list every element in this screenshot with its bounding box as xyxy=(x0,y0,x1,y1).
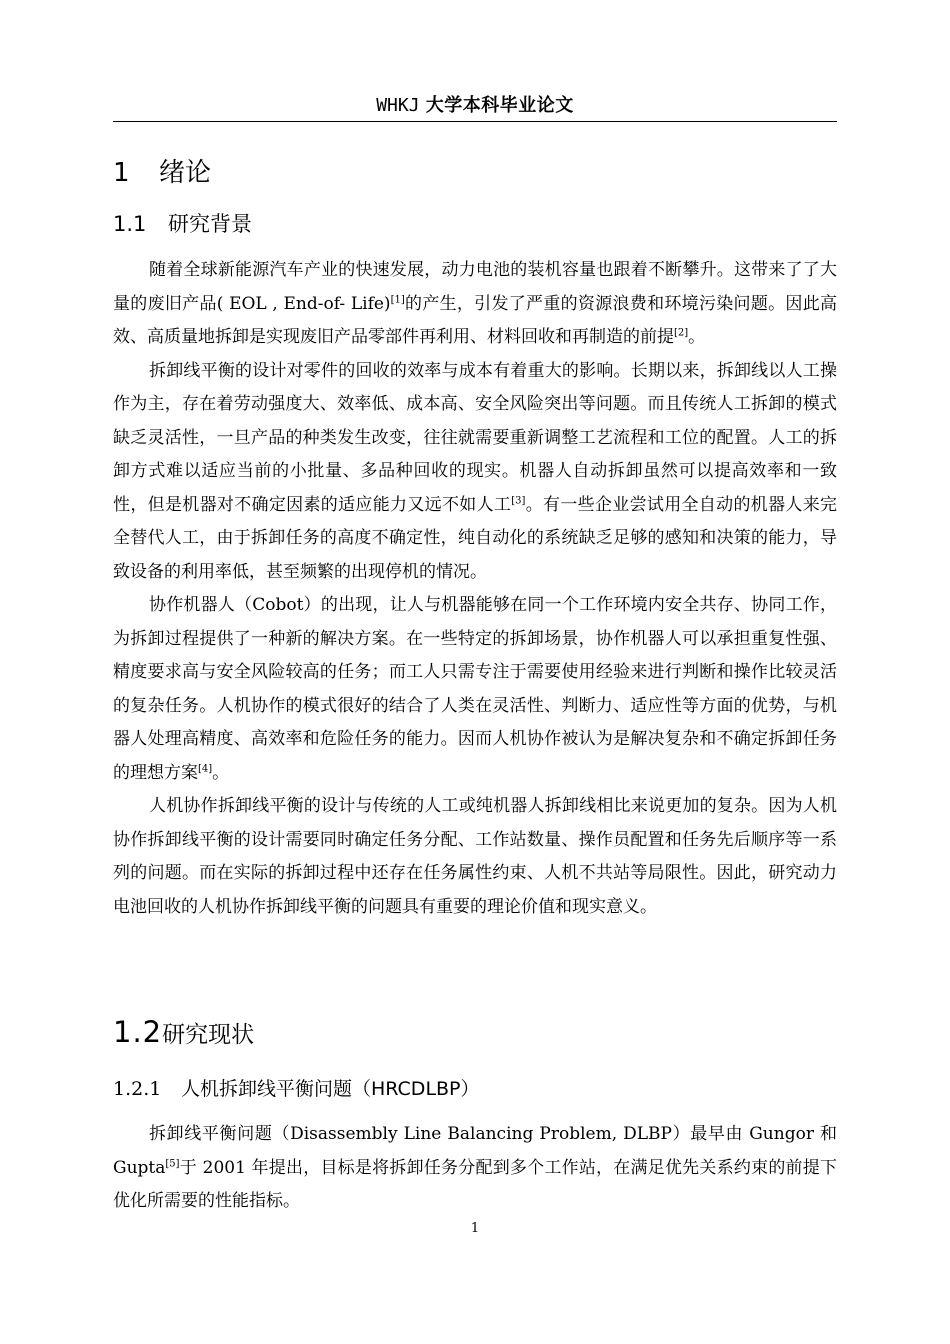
subsection-number: 1.2.1 xyxy=(113,1078,162,1100)
citation-3: [3] xyxy=(511,494,526,506)
paragraph-3 xyxy=(113,589,837,790)
text-run: 。 xyxy=(212,762,230,783)
text-run: 。 xyxy=(688,327,706,347)
text-run: 拆卸线平衡的设计对零件的回收的效率与成本有着重大的影响。长期以来，拆卸线以人工操作为主，存在着劳动强度大、效率低、成本高、安全风险突出等问题。而且传统人工拆卸的模式缺乏灵活性，一旦产品的种类发生改变，往往就需要重新调整工艺流程和工位的配置。人工的拆卸方式难以适应当前的小批量、多品种回收的现实。机器人自动拆卸虽然可以提高效率和一致性，但是机器对不确定因素的适应能力又远不如人工 xyxy=(113,360,837,515)
section-number: 1.1 xyxy=(113,212,147,236)
chapter-number: 1 xyxy=(113,158,130,188)
paragraph-4 xyxy=(113,790,837,924)
text-run: 人机协作拆卸线平衡的设计与传统的人工或纯机器人拆卸线相比来说更加的复杂。因为人机协作拆卸线平衡的设计需要同时确定任务分配、工作站数量、操作员配置和任务先后顺序等一系列的问题。而在实际的拆卸过程中还存在任务属性约束、人机不共站等局限性。因此，研究动力电池回收的人机协作拆卸线平衡的问题具有重要的理论价值和现实意义。 xyxy=(113,796,837,917)
subsection-heading-1-2-1 xyxy=(113,1074,480,1104)
text-run: 协作机器人（Cobot）的出现，让人与机器能够在同一个工作环境内安全共存、协同工作，为拆卸过程提供了一种新的解决方案。在一些特定的拆卸场景，协作机器人可以承担重复性强、精度要求高与安全风险较高的任务；而工人只需专注于需要使用经验来进行判断和操作比较灵活的复杂任务。人机协作的模式很好的结合了人类在灵活性、判断力、适应性等方面的优势，与机器人处理高精度、高效率和危险任务的能力。因而人机协作被认为是解决复杂和不确定拆卸任务的理想方案 xyxy=(113,595,837,783)
citation-2: [2] xyxy=(674,327,689,339)
citation-4: [4] xyxy=(198,762,213,774)
header-rule xyxy=(113,121,837,122)
section-heading-1-1 xyxy=(113,209,252,239)
body-text-block-2 xyxy=(113,1118,837,1219)
section-heading-1-2 xyxy=(113,1014,254,1053)
chapter-heading xyxy=(113,156,211,190)
paragraph-5 xyxy=(113,1118,837,1219)
page-number: 1 xyxy=(470,1221,480,1236)
section-number: 1.2 xyxy=(113,1015,163,1049)
chapter-title: 绪论 xyxy=(159,158,212,188)
citation-5: [5] xyxy=(165,1157,180,1169)
citation-1: [1] xyxy=(390,293,405,305)
section-title: 研究背景 xyxy=(168,212,252,236)
text-run: 随着全球新能源汽车产业的快速发展，动力电池的装机容量也跟着不断攀升。这带来了了大量的废旧产品( EOL , End-of- Life) xyxy=(113,260,837,314)
header-cjk-text: 大学本科毕业论文 xyxy=(425,95,574,116)
subsection-title: 人机拆卸线平衡问题（HRCDLBP） xyxy=(181,1078,480,1100)
body-text-block xyxy=(113,254,837,924)
text-run: 的产生，引发了严重的资源浪费和环境污染问题。因此高效、高质量地拆卸是实现废旧产品零部件再利用、材料回收和再制造的前提 xyxy=(113,293,837,347)
text-run: 。有一些企业尝试用全自动的机器人来完全替代人工，由于拆卸任务的高度不确定性，纯自动化的系统缺乏足够的感知和决策的能力，导致设备的利用率低，甚至频繁的出现停机的情况。 xyxy=(113,494,838,582)
paragraph-2 xyxy=(113,355,837,590)
header-latin-text: WHKJ xyxy=(376,95,420,116)
text-run: 拆卸线平衡问题（Disassembly Line Balancing Problem, DLBP）最早由 Gungor 和 Gupta xyxy=(113,1124,837,1178)
running-header xyxy=(113,94,837,118)
paragraph-1 xyxy=(113,254,837,355)
section-title: 研究现状 xyxy=(162,1022,255,1048)
text-run: 于 2001 年提出，目标是将拆卸任务分配到多个工作站，在满足优先关系约束的前提下优化所需要的性能指标。 xyxy=(113,1157,837,1211)
